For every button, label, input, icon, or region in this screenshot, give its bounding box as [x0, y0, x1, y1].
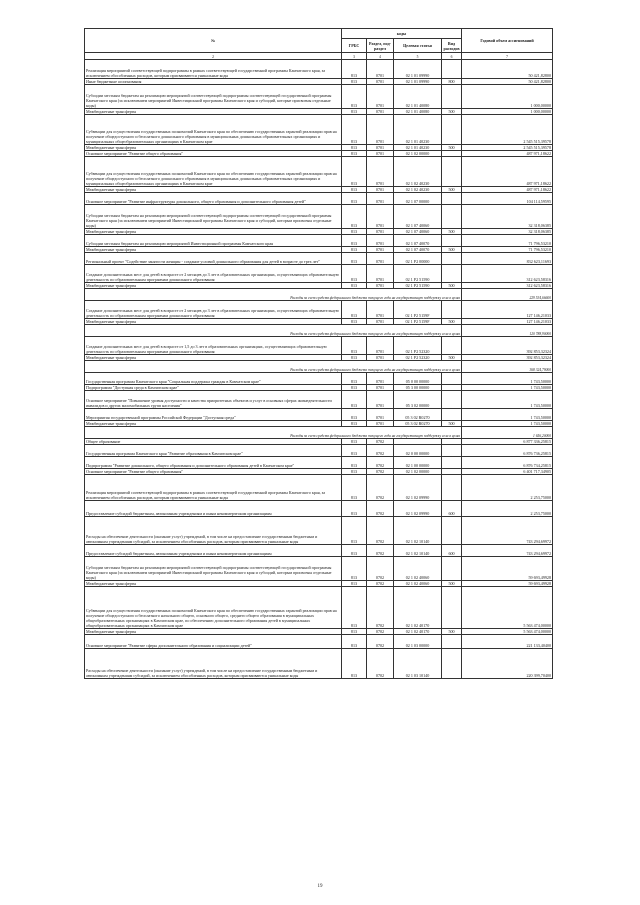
row-amount: 6 401 717,34905	[462, 469, 553, 475]
column-index: 3	[342, 53, 367, 60]
table-note-row	[85, 289, 553, 301]
row-name: Межбюджетные трансферты	[85, 355, 342, 361]
row-csr: 02 1 01 09990	[394, 79, 442, 85]
row-csr: 02 1 02 40230	[394, 157, 442, 187]
table-row	[85, 501, 553, 517]
row-amount: 104 114,59595	[462, 193, 553, 205]
table-row	[85, 60, 553, 79]
column-index: 6	[442, 53, 462, 60]
header-codes: коды	[342, 29, 462, 39]
row-grbs: 813	[342, 205, 367, 229]
row-grbs: 813	[342, 157, 367, 187]
row-name: Межбюджетные трансферты	[85, 109, 342, 115]
row-grbs: 813	[342, 439, 367, 445]
row-vr: 500	[442, 247, 462, 253]
row-amount: 2 253,75000	[462, 501, 553, 517]
row-razdel: 0701	[367, 283, 394, 289]
row-name: Основное мероприятие "Развитие сферы дополнительного образования и социализации детей"	[85, 635, 342, 649]
row-name: Общее образование	[85, 439, 342, 445]
row-grbs: 813	[342, 545, 367, 557]
row-vr: 500	[442, 629, 462, 635]
row-csr: 02 1 P2 5159F	[394, 319, 442, 325]
note-text: Расходы за счет средств федерального бюджета текущего года на государственную поддержку села в целях	[85, 427, 462, 439]
table-row	[85, 157, 553, 187]
row-vr	[442, 391, 462, 409]
row-razdel: 0702	[367, 469, 394, 475]
row-razdel: 0702	[367, 649, 394, 679]
row-name: Субсидии местным бюджетам на реализацию мероприятий соответствующей подпрограммы соответствующей государственной программы Камчатского края (за исключением мероприятий Инвестиционной программы Камчатского края и субсидий, которым присвоены отдельные коды)	[85, 557, 342, 581]
row-razdel: 0701	[367, 421, 394, 427]
row-grbs: 813	[342, 60, 367, 79]
row-vr	[442, 649, 462, 679]
table-row	[85, 457, 553, 469]
row-razdel: 0701	[367, 355, 394, 361]
row-grbs: 813	[342, 517, 367, 545]
row-csr: 02 1 P2 52320	[394, 355, 442, 361]
row-grbs: 813	[342, 187, 367, 193]
row-amount: 6 877 336,25815	[462, 439, 553, 445]
row-amount: 312 623,58316	[462, 265, 553, 283]
row-csr: 02 1 02 10140	[394, 545, 442, 557]
row-name: Основное мероприятие "Развитие общего образования"	[85, 469, 342, 475]
row-razdel: 0701	[367, 193, 394, 205]
row-razdel: 0701	[367, 235, 394, 247]
row-vr	[442, 85, 462, 109]
row-razdel: 0702	[367, 445, 394, 457]
row-grbs: 813	[342, 501, 367, 517]
row-vr: 500	[442, 145, 462, 151]
row-amount: 743 294,69972	[462, 517, 553, 545]
row-amount: 221 133,40400	[462, 635, 553, 649]
row-vr	[442, 205, 462, 229]
table-row	[85, 265, 553, 283]
row-razdel: 0701	[367, 145, 394, 151]
row-razdel: 0702	[367, 475, 394, 501]
row-csr: 05 0 00 00000	[394, 373, 442, 385]
row-amount: 487 971,18622	[462, 187, 553, 193]
table-row	[85, 445, 553, 457]
note-text: Расходы за счет средств федерального бюджета текущего года на государственную поддержку села в целях	[85, 361, 462, 373]
row-csr: 02 1 07 00000	[394, 193, 442, 205]
row-razdel: 0701	[367, 337, 394, 355]
row-razdel: 0701	[367, 319, 394, 325]
row-vr	[442, 557, 462, 581]
row-grbs: 813	[342, 373, 367, 385]
row-vr: 500	[442, 581, 462, 587]
row-amount: 1 743,50000	[462, 391, 553, 409]
row-grbs: 813	[342, 283, 367, 289]
row-amount: 2 545 515,39578	[462, 145, 553, 151]
header-num: №	[85, 29, 342, 53]
row-amount: 2 253,75000	[462, 475, 553, 501]
row-name: Расходы на обеспечение деятельности (оказание услуг) учреждений, в том числе на предоставление государственным бюджетным и автономным учреждениям субсидий, за исключением обособленных расходов, которым присваиваются уникальные коды	[85, 517, 342, 545]
row-grbs: 813	[342, 337, 367, 355]
row-amount: 312 623,58316	[462, 283, 553, 289]
row-name: Субсидии местным бюджетам на реализацию мероприятий соответствующей подпрограммы соответствующей государственной программы Камчатского края (за исключением мероприятий Инвестиционной программы Камчатского края и субсидий, которые присвоены отдельные коды)	[85, 85, 342, 109]
row-razdel: 0701	[367, 109, 394, 115]
note-amount: 229 534,66600	[462, 289, 553, 301]
table-row	[85, 557, 553, 581]
row-vr: 500	[442, 229, 462, 235]
row-amount: 59 693,49928	[462, 581, 553, 587]
row-vr	[442, 235, 462, 247]
row-vr: 600	[442, 545, 462, 557]
row-name: Основное мероприятие "Развитие общего образования"	[85, 151, 342, 157]
row-amount: 50 421,82800	[462, 60, 553, 79]
row-vr	[442, 587, 462, 629]
row-csr: 02 1 07 40070	[394, 235, 442, 247]
row-grbs: 813	[342, 85, 367, 109]
row-vr	[442, 475, 462, 501]
row-csr: 02 1 P2 51590	[394, 265, 442, 283]
row-name: Основное мероприятие "Развитие инфраструктуры дошкольного, общего образования и дополнительного образования детей"	[85, 193, 342, 205]
header-vr: Вид расходов	[443, 40, 460, 51]
table-note-row	[85, 361, 553, 373]
row-grbs: 813	[342, 109, 367, 115]
row-vr: 500	[442, 187, 462, 193]
column-index: 5	[394, 53, 442, 60]
row-razdel: 0701	[367, 247, 394, 253]
row-csr: 02 1 01 09990	[394, 60, 442, 79]
column-index-row	[85, 53, 553, 60]
row-amount: 2 545 515,39578	[462, 115, 553, 145]
row-csr: 02 1 02 40170	[394, 587, 442, 629]
row-name: Подпрограмма "Развитие дошкольного, общего образования и дополнительного образования детей в Камчатском крае"	[85, 457, 342, 469]
row-name: Межбюджетные трансферты	[85, 283, 342, 289]
row-vr	[442, 445, 462, 457]
table-row	[85, 545, 553, 557]
row-csr: 02 1 01 40080	[394, 85, 442, 109]
table-row	[85, 635, 553, 649]
table-row	[85, 301, 553, 319]
row-csr: 05 3 02 R0270	[394, 409, 442, 421]
row-amount: 6 876 734,25815	[462, 457, 553, 469]
row-name: Региональный проект "Содействие занятости женщин - создание условий дошкольного образования для детей в возрасте до трех лет"	[85, 253, 342, 265]
row-name: Субсидии местным бюджетам на реализацию мероприятий Инвестиционной программы Камчатского края	[85, 235, 342, 247]
row-razdel: 0702	[367, 587, 394, 629]
row-name: Государственная программа Камчатского края "Социальная поддержка граждан в Камчатском крае"	[85, 373, 342, 385]
row-name: Субвенции для осуществления государственных полномочий Камчатского края по обеспечению государственных гарантий реализации прав на получение общедоступного и бесплатного дошкольного образования в муниципальных дошкольных образовательных организациях и муниципальных общеобразовательных организациях в Камчатском крае	[85, 115, 342, 145]
row-csr: 02 1 02 40060	[394, 557, 442, 581]
table-row	[85, 587, 553, 629]
row-grbs: 813	[342, 79, 367, 85]
table-row	[85, 391, 553, 409]
row-csr: 02 1 02 10140	[394, 517, 442, 545]
table-row	[85, 337, 553, 355]
row-grbs: 813	[342, 253, 367, 265]
row-razdel: 0701	[367, 85, 394, 109]
row-name: Мероприятия государственной программы Российской Федерации "Доступная среда"	[85, 409, 342, 421]
row-csr: 02 1 03 10140	[394, 649, 442, 679]
row-razdel: 0702	[367, 557, 394, 581]
row-grbs: 813	[342, 115, 367, 145]
row-csr: 05 3 02 R0270	[394, 421, 442, 427]
row-grbs: 813	[342, 445, 367, 457]
row-amount: 32 318,06385	[462, 205, 553, 229]
row-grbs: 813	[342, 229, 367, 235]
row-grbs: 813	[342, 587, 367, 629]
note-amount: 368 324,79000	[462, 361, 553, 373]
row-name: Субсидии местным бюджетам на реализацию мероприятий соответствующей подпрограммы соответствующей государственной программы Камчатского края (за исключением мероприятий Инвестиционной программы Камчатского края и субсидий, которым присвоены отдельные коды)	[85, 205, 342, 229]
row-csr: 02 1 07 40060	[394, 205, 442, 229]
row-razdel: 0702	[367, 517, 394, 545]
budget-table	[84, 28, 553, 679]
row-vr	[442, 115, 462, 145]
row-name: Реализация мероприятий соответствующей подпрограммы в рамках соответствующей государственной программы Камчатского края, за исключением обособленных расходов, которым присваиваются уникальные коды	[85, 60, 342, 79]
row-name: Межбюджетные трансферты	[85, 319, 342, 325]
row-name: Межбюджетные трансферты	[85, 421, 342, 427]
row-vr	[442, 517, 462, 545]
row-razdel: 0702	[367, 581, 394, 587]
row-name: Субвенции для осуществления государственных полномочий Камчатского края по обеспечению государственных гарантий реализации прав на получение общедоступного и бесплатного дошкольного образования в муниципальных дошкольных образовательных организациях и муниципальных общеобразовательных организациях в Камчатском крае	[85, 157, 342, 187]
row-grbs: 813	[342, 457, 367, 469]
row-amount: 1 743,50000	[462, 385, 553, 391]
row-csr: 02 1 02 09990	[394, 501, 442, 517]
row-vr	[442, 373, 462, 385]
row-vr: 500	[442, 421, 462, 427]
row-vr	[442, 337, 462, 355]
row-vr	[442, 301, 462, 319]
row-amount: 392 853,32324	[462, 337, 553, 355]
row-grbs: 813	[342, 355, 367, 361]
row-razdel: 0701	[367, 157, 394, 187]
row-vr	[442, 253, 462, 265]
page-number: 19	[317, 884, 323, 889]
header-razdel: Раздел, под-раздел	[367, 39, 394, 53]
note-amount: 120 788,90000	[462, 325, 553, 337]
header-grbs: ГРБС	[342, 39, 367, 53]
note-text: Расходы за счет средств федерального бюджета текущего года на государственную поддержку села в целях	[85, 325, 462, 337]
row-vr: 500	[442, 283, 462, 289]
header-amount: Годовой объем ассигнований	[462, 29, 553, 53]
row-csr: 05 3 02 00000	[394, 391, 442, 409]
table-row	[85, 373, 553, 385]
table-row	[85, 253, 553, 265]
column-index: 7	[462, 53, 553, 60]
row-razdel: 0701	[367, 253, 394, 265]
row-name: Реализация мероприятий соответствующей подпрограммы в рамках соответствующей государственной программы Камчатского края, за исключением обособленных расходов, которым присваиваются уникальные коды	[85, 475, 342, 501]
row-name: Основное мероприятие "Повышение уровня доступности и качества приоритетных объектов и услуг в основных сферах жизнедеятельности инвалидов и других маломобильных групп населения"	[85, 391, 342, 409]
row-csr: 02 0 00 00000	[394, 445, 442, 457]
row-name: Межбюджетные трансферты	[85, 629, 342, 635]
row-razdel: 0701	[367, 151, 394, 157]
row-razdel: 0701	[367, 409, 394, 421]
row-vr	[442, 409, 462, 421]
row-amount: 487 971,18622	[462, 157, 553, 187]
row-grbs: 813	[342, 247, 367, 253]
row-name: Иные бюджетные ассигнования	[85, 79, 342, 85]
row-razdel: 0701	[367, 373, 394, 385]
row-csr: 02 1 02 09990	[394, 475, 442, 501]
row-grbs: 813	[342, 629, 367, 635]
row-grbs: 813	[342, 319, 367, 325]
table-row	[85, 193, 553, 205]
header-csr: Целевая статья	[394, 39, 442, 53]
row-csr: 02 1 02 40230	[394, 187, 442, 193]
row-csr: 02 1 P2 00000	[394, 253, 442, 265]
column-index: 4	[367, 53, 394, 60]
row-csr: 02 1 03 00000	[394, 635, 442, 649]
row-razdel: 0702	[367, 439, 394, 445]
row-csr: 02 1 02 00000	[394, 151, 442, 157]
row-amount: 71 796,53210	[462, 247, 553, 253]
table-row	[85, 409, 553, 421]
row-name: Создание дополнительных мест для детей в возрасте от 2 месяцев до 3 лет в образовательных организациях, осуществляющих образовательную деятельность по образовательным программам дошкольного образования	[85, 265, 342, 283]
row-vr	[442, 265, 462, 283]
row-csr: 02 1 02 00000	[394, 469, 442, 475]
row-amount: 50 421,82800	[462, 79, 553, 85]
row-name: Межбюджетные трансферты	[85, 145, 342, 151]
row-amount: 832 623,11693	[462, 253, 553, 265]
row-razdel: 0701	[367, 229, 394, 235]
row-amount: 487 971,18622	[462, 151, 553, 157]
row-vr	[442, 457, 462, 469]
row-grbs: 813	[342, 301, 367, 319]
row-csr: 02 1 00 00000	[394, 457, 442, 469]
row-razdel: 0701	[367, 391, 394, 409]
row-razdel: 0701	[367, 265, 394, 283]
row-csr: 02 1 07 40070	[394, 247, 442, 253]
row-amount: 1 743,50000	[462, 373, 553, 385]
table-note-row	[85, 325, 553, 337]
row-name: Расходы на обеспечение деятельности (оказание услуг) учреждений, в том числе на предоставление государственным бюджетным и автономным учреждениям субсидий, за исключением обособленных расходов, которым присваиваются уникальные коды	[85, 649, 342, 679]
document-page	[84, 28, 552, 679]
row-name: Подпрограмма "Доступная среда в Камчатском крае"	[85, 385, 342, 391]
row-amount: 127 146,21033	[462, 301, 553, 319]
note-amount: 1 656,20000	[462, 427, 553, 439]
row-vr	[442, 60, 462, 79]
row-grbs: 813	[342, 391, 367, 409]
row-amount: 1 000,00000	[462, 85, 553, 109]
row-grbs: 813	[342, 421, 367, 427]
row-name: Создание дополнительных мест для детей в возрасте от 2 месяцев до 3 лет в образовательных организациях, осуществляющих образовательную деятельность по образовательным программам дошкольного образования	[85, 301, 342, 319]
row-vr: 800	[442, 79, 462, 85]
row-amount: 6 876 736,25815	[462, 445, 553, 457]
table-row	[85, 475, 553, 501]
table-note-row	[85, 427, 553, 439]
row-razdel: 0701	[367, 301, 394, 319]
row-amount: 5 563 474,00000	[462, 629, 553, 635]
row-razdel: 0701	[367, 60, 394, 79]
row-razdel: 0702	[367, 501, 394, 517]
row-grbs: 813	[342, 151, 367, 157]
row-amount: 392 853,32324	[462, 355, 553, 361]
row-razdel: 0701	[367, 115, 394, 145]
row-csr: 02 1 07 40060	[394, 229, 442, 235]
row-razdel: 0702	[367, 545, 394, 557]
table-row	[85, 235, 553, 247]
row-amount: 1 743,50000	[462, 421, 553, 427]
row-amount: 220 399,70400	[462, 649, 553, 679]
row-razdel: 0702	[367, 629, 394, 635]
row-grbs: 813	[342, 635, 367, 649]
row-vr	[442, 157, 462, 187]
table-row	[85, 85, 553, 109]
row-vr	[442, 635, 462, 649]
row-grbs: 813	[342, 193, 367, 205]
column-index: 2	[85, 53, 342, 60]
table-row	[85, 517, 553, 545]
row-razdel: 0702	[367, 635, 394, 649]
row-csr: 02 1 P2 5159F	[394, 301, 442, 319]
row-grbs: 813	[342, 581, 367, 587]
row-vr: 500	[442, 355, 462, 361]
row-amount: 59 693,49928	[462, 557, 553, 581]
row-csr: 02 1 02 40170	[394, 629, 442, 635]
row-name: Предоставление субсидий бюджетным, автономным учреждениям и иным некоммерческим организациям	[85, 501, 342, 517]
row-amount: 127 146,21033	[462, 319, 553, 325]
row-vr	[442, 193, 462, 205]
row-csr: 05 3 00 00000	[394, 385, 442, 391]
table-row	[85, 115, 553, 145]
row-razdel: 0701	[367, 205, 394, 229]
row-amount: 32 318,06385	[462, 229, 553, 235]
row-amount: 71 796,53210	[462, 235, 553, 247]
row-name: Межбюджетные трансферты	[85, 229, 342, 235]
row-csr: 02 1 P2 51590	[394, 283, 442, 289]
row-grbs: 813	[342, 265, 367, 283]
row-name: Межбюджетные трансферты	[85, 247, 342, 253]
row-vr: 500	[442, 319, 462, 325]
row-grbs: 813	[342, 557, 367, 581]
row-vr: 600	[442, 501, 462, 517]
table-row	[85, 649, 553, 679]
row-grbs: 813	[342, 475, 367, 501]
row-amount: 5 563 474,00000	[462, 587, 553, 629]
row-name: Субвенции для осуществления государственных полномочий Камчатского края по обеспечению государственных гарантий реализации прав на получение общедоступного и бесплатного начального общего, основного общего, среднего общего образования в муниципальных общеобразовательных организациях в Камчатском крае, по обеспечению дополнительного образования детей в муниципальных общеобразовательных организациях в Камчатском крае	[85, 587, 342, 629]
row-amount: 1 000,00000	[462, 109, 553, 115]
note-text: Расходы за счет средств федерального бюджета текущего года на государственную поддержку села в целях	[85, 289, 462, 301]
table-row	[85, 205, 553, 229]
row-amount: 1 743,50000	[462, 409, 553, 421]
row-razdel: 0701	[367, 385, 394, 391]
row-csr: 02 1 01 40230	[394, 145, 442, 151]
row-csr: 02 1 01 40080	[394, 109, 442, 115]
row-name: Создание дополнительных мест для детей в возрасте от 1,5 до 3 лет в образовательных организациях, осуществляющих образовательную деятельность по образовательным программам дошкольного образования	[85, 337, 342, 355]
row-grbs: 813	[342, 145, 367, 151]
row-name: Межбюджетные трансферты	[85, 187, 342, 193]
row-amount: 743 294,69972	[462, 545, 553, 557]
row-name: Межбюджетные трансферты	[85, 581, 342, 587]
row-grbs: 813	[342, 385, 367, 391]
row-razdel: 0701	[367, 187, 394, 193]
row-csr: 02 1 02 40060	[394, 581, 442, 587]
row-grbs: 813	[342, 469, 367, 475]
row-grbs: 813	[342, 235, 367, 247]
row-razdel: 0701	[367, 79, 394, 85]
row-razdel: 0702	[367, 457, 394, 469]
row-grbs: 813	[342, 649, 367, 679]
row-csr: 02 1 01 40230	[394, 115, 442, 145]
row-name: Предоставление субсидий бюджетным, автономным учреждениям и иным некоммерческим организациям	[85, 545, 342, 557]
row-csr: 02 1 P2 52320	[394, 337, 442, 355]
row-vr: 500	[442, 109, 462, 115]
row-grbs: 813	[342, 409, 367, 421]
row-name: Государственная программа Камчатского края "Развитие образования в Камчатском крае"	[85, 445, 342, 457]
